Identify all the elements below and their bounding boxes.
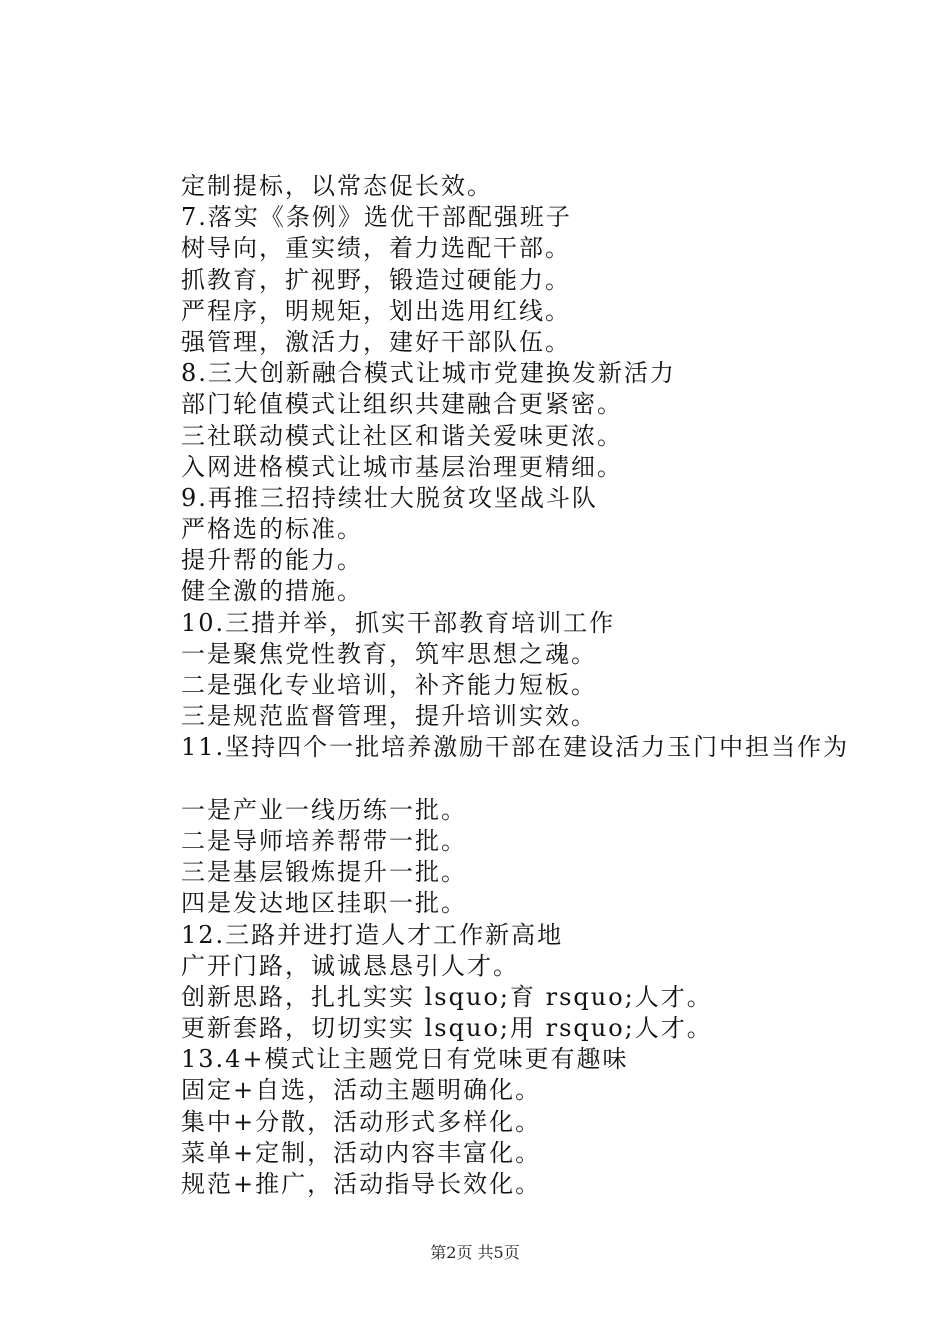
text-line: 三社联动模式让社区和谐关爱味更浓。 [181, 421, 623, 450]
text-line: 健全激的措施。 [181, 577, 363, 606]
text-line: 广开门路，诚诚恳恳引人才。 [181, 951, 519, 980]
text-line: 定制提标，以常态促长效。 [181, 172, 493, 200]
page-footer: 第2页 共5页 [430, 1243, 520, 1262]
text-line: 三是基层锻炼提升一批。 [181, 858, 467, 887]
text-line: 8.三大创新融合模式让城市党建换发新活力 [181, 359, 676, 388]
text-line: 二是导师培养帮带一批。 [181, 826, 467, 855]
text-line: 抓教育，扩视野，锻造过硬能力。 [181, 265, 571, 294]
text-line: 一是产业一线历练一批。 [181, 795, 467, 824]
document-body [181, 171, 921, 1200]
text-line: 更新套路，切切实实 lsquo;用 rsquo;人才。 [181, 1014, 713, 1043]
text-line: 10.三措并举，抓实干部教育培训工作 [181, 608, 616, 637]
text-line: 固定+自选，活动主题明确化。 [181, 1076, 542, 1105]
text-line: 12.三路并进打造人才工作新高地 [181, 920, 564, 949]
text-line: 二是强化专业培训，补齐能力短板。 [181, 671, 597, 699]
text-line: 树导向，重实绩，着力选配干部。 [181, 234, 571, 263]
text-line: 一是聚焦党性教育，筑牢思想之魂。 [181, 639, 597, 668]
text-line: 9.再推三招持续壮大脱贫攻坚战斗队 [181, 483, 598, 512]
text-line: 菜单+定制，活动内容丰富化。 [181, 1138, 542, 1167]
text-line: 规范+推广，活动指导长效化。 [181, 1170, 542, 1198]
text-line: 强管理，激活力，建好干部队伍。 [181, 327, 571, 356]
text-line: 7.落实《条例》选优干部配强班子 [181, 203, 572, 232]
text-line: 四是发达地区挂职一批。 [181, 889, 467, 918]
text-line: 三是规范监督管理，提升培训实效。 [181, 702, 597, 731]
text-line: 集中+分散，活动形式多样化。 [181, 1107, 542, 1136]
text-line: 严程序，明规矩，划出选用红线。 [181, 296, 571, 325]
text-line: 创新思路，扎扎实实 lsquo;育 rsquo;人才。 [181, 982, 713, 1011]
text-line: 11.坚持四个一批培养激励干部在建设活力玉门中担当作为 [181, 733, 850, 762]
text-line: 部门轮值模式让组织共建融合更紧密。 [181, 390, 623, 419]
text-line: 严格选的标准。 [181, 515, 363, 544]
text-line: 入网进格模式让城市基层治理更精细。 [181, 452, 623, 481]
blank-line [181, 764, 921, 795]
text-line: 13.4+模式让主题党日有党味更有趣味 [181, 1045, 629, 1074]
text-line: 提升帮的能力。 [181, 546, 363, 575]
